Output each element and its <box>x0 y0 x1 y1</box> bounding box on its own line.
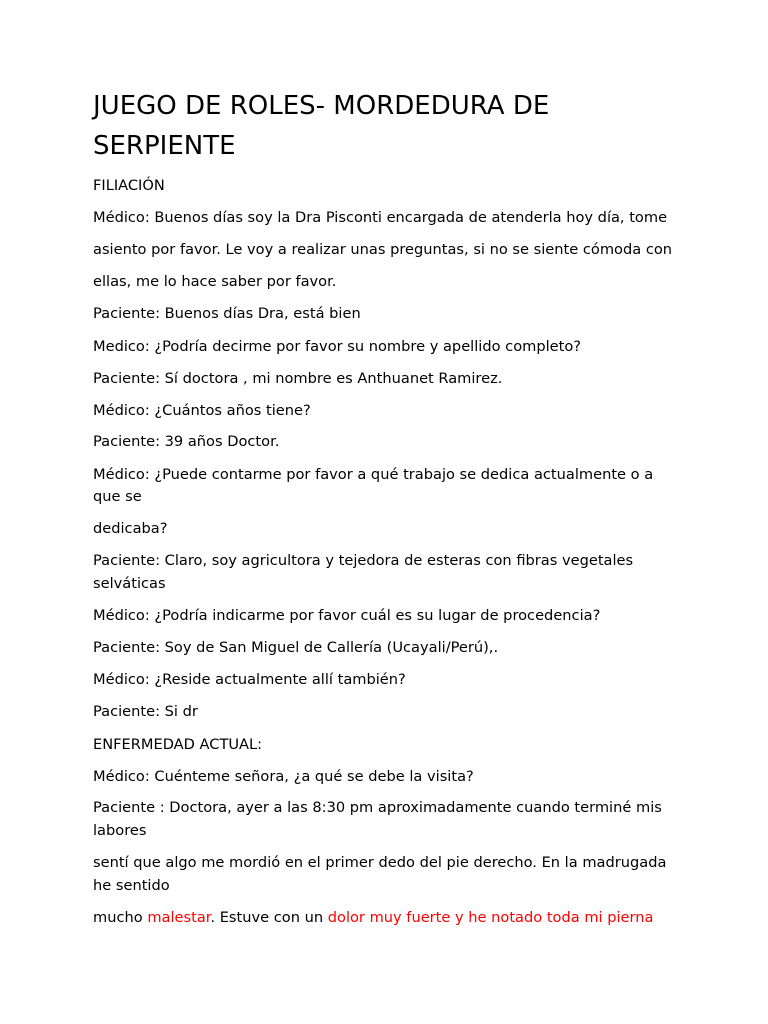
text-line: he sentido <box>93 877 170 894</box>
highlight-dolor: dolor muy fuerte y he notado toda mi pierna <box>327 909 654 926</box>
text-line: Paciente: Si dr <box>93 703 198 720</box>
text-line: Paciente: Sí doctora , mi nombre es Anthuanet Ramirez. <box>93 370 503 387</box>
text-line: Médico: ¿Reside actualmente allí también? <box>93 671 406 688</box>
text-line: sentí que algo me mordió en el primer dedo del pie derecho. En la madrugada <box>93 854 667 871</box>
text-line: Medico: ¿Podría decirme por favor su nombre y apellido completo? <box>93 338 582 355</box>
text-line: selváticas <box>93 575 166 592</box>
text-line: Paciente: Soy de San Miguel de Callería (Ucayali/Perú),. <box>93 639 499 656</box>
section-heading-enfermedad-actual: ENFERMEDAD ACTUAL: <box>93 736 263 753</box>
text-line: Paciente: 39 años Doctor. <box>93 433 280 450</box>
text-line: dedicaba? <box>93 520 168 537</box>
text-line: Médico: ¿Puede contarme por favor a qué trabajo se dedica actualmente o a <box>93 466 654 483</box>
text-line: ellas, me lo hace saber por favor. <box>93 273 337 290</box>
text-line: Médico: Buenos días soy la Dra Pisconti encargada de atenderla hoy día, tome <box>93 209 668 226</box>
text-line: Paciente: Buenos días Dra, está bien <box>93 305 361 322</box>
text-segment: mucho <box>93 909 148 926</box>
document-title: JUEGO DE ROLES- MORDEDURA DE SERPIENTE <box>93 91 550 161</box>
text-line: Paciente: Claro, soy agricultora y tejedora de esteras con fibras vegetales <box>93 552 634 569</box>
text-line: Médico: Cuénteme señora, ¿a qué se debe la visita? <box>93 768 474 785</box>
section-heading-filiacion: FILIACIÓN <box>93 177 165 194</box>
highlight-malestar: malestar <box>147 909 211 926</box>
text-line: asiento por favor. Le voy a realizar unas preguntas, si no se siente cómoda con <box>93 241 673 258</box>
text-line: Médico: ¿Podría indicarme por favor cuál es su lugar de procedencia? <box>93 607 601 624</box>
text-line: Médico: ¿Cuántos años tiene? <box>93 402 311 419</box>
text-line-last <box>93 908 653 928</box>
text-line: labores <box>93 822 147 839</box>
text-line: Paciente : Doctora, ayer a las 8:30 pm aproximadamente cuando terminé mis <box>93 799 662 816</box>
text-segment: . Estuve con un <box>210 909 328 926</box>
text-line: que se <box>93 488 142 505</box>
